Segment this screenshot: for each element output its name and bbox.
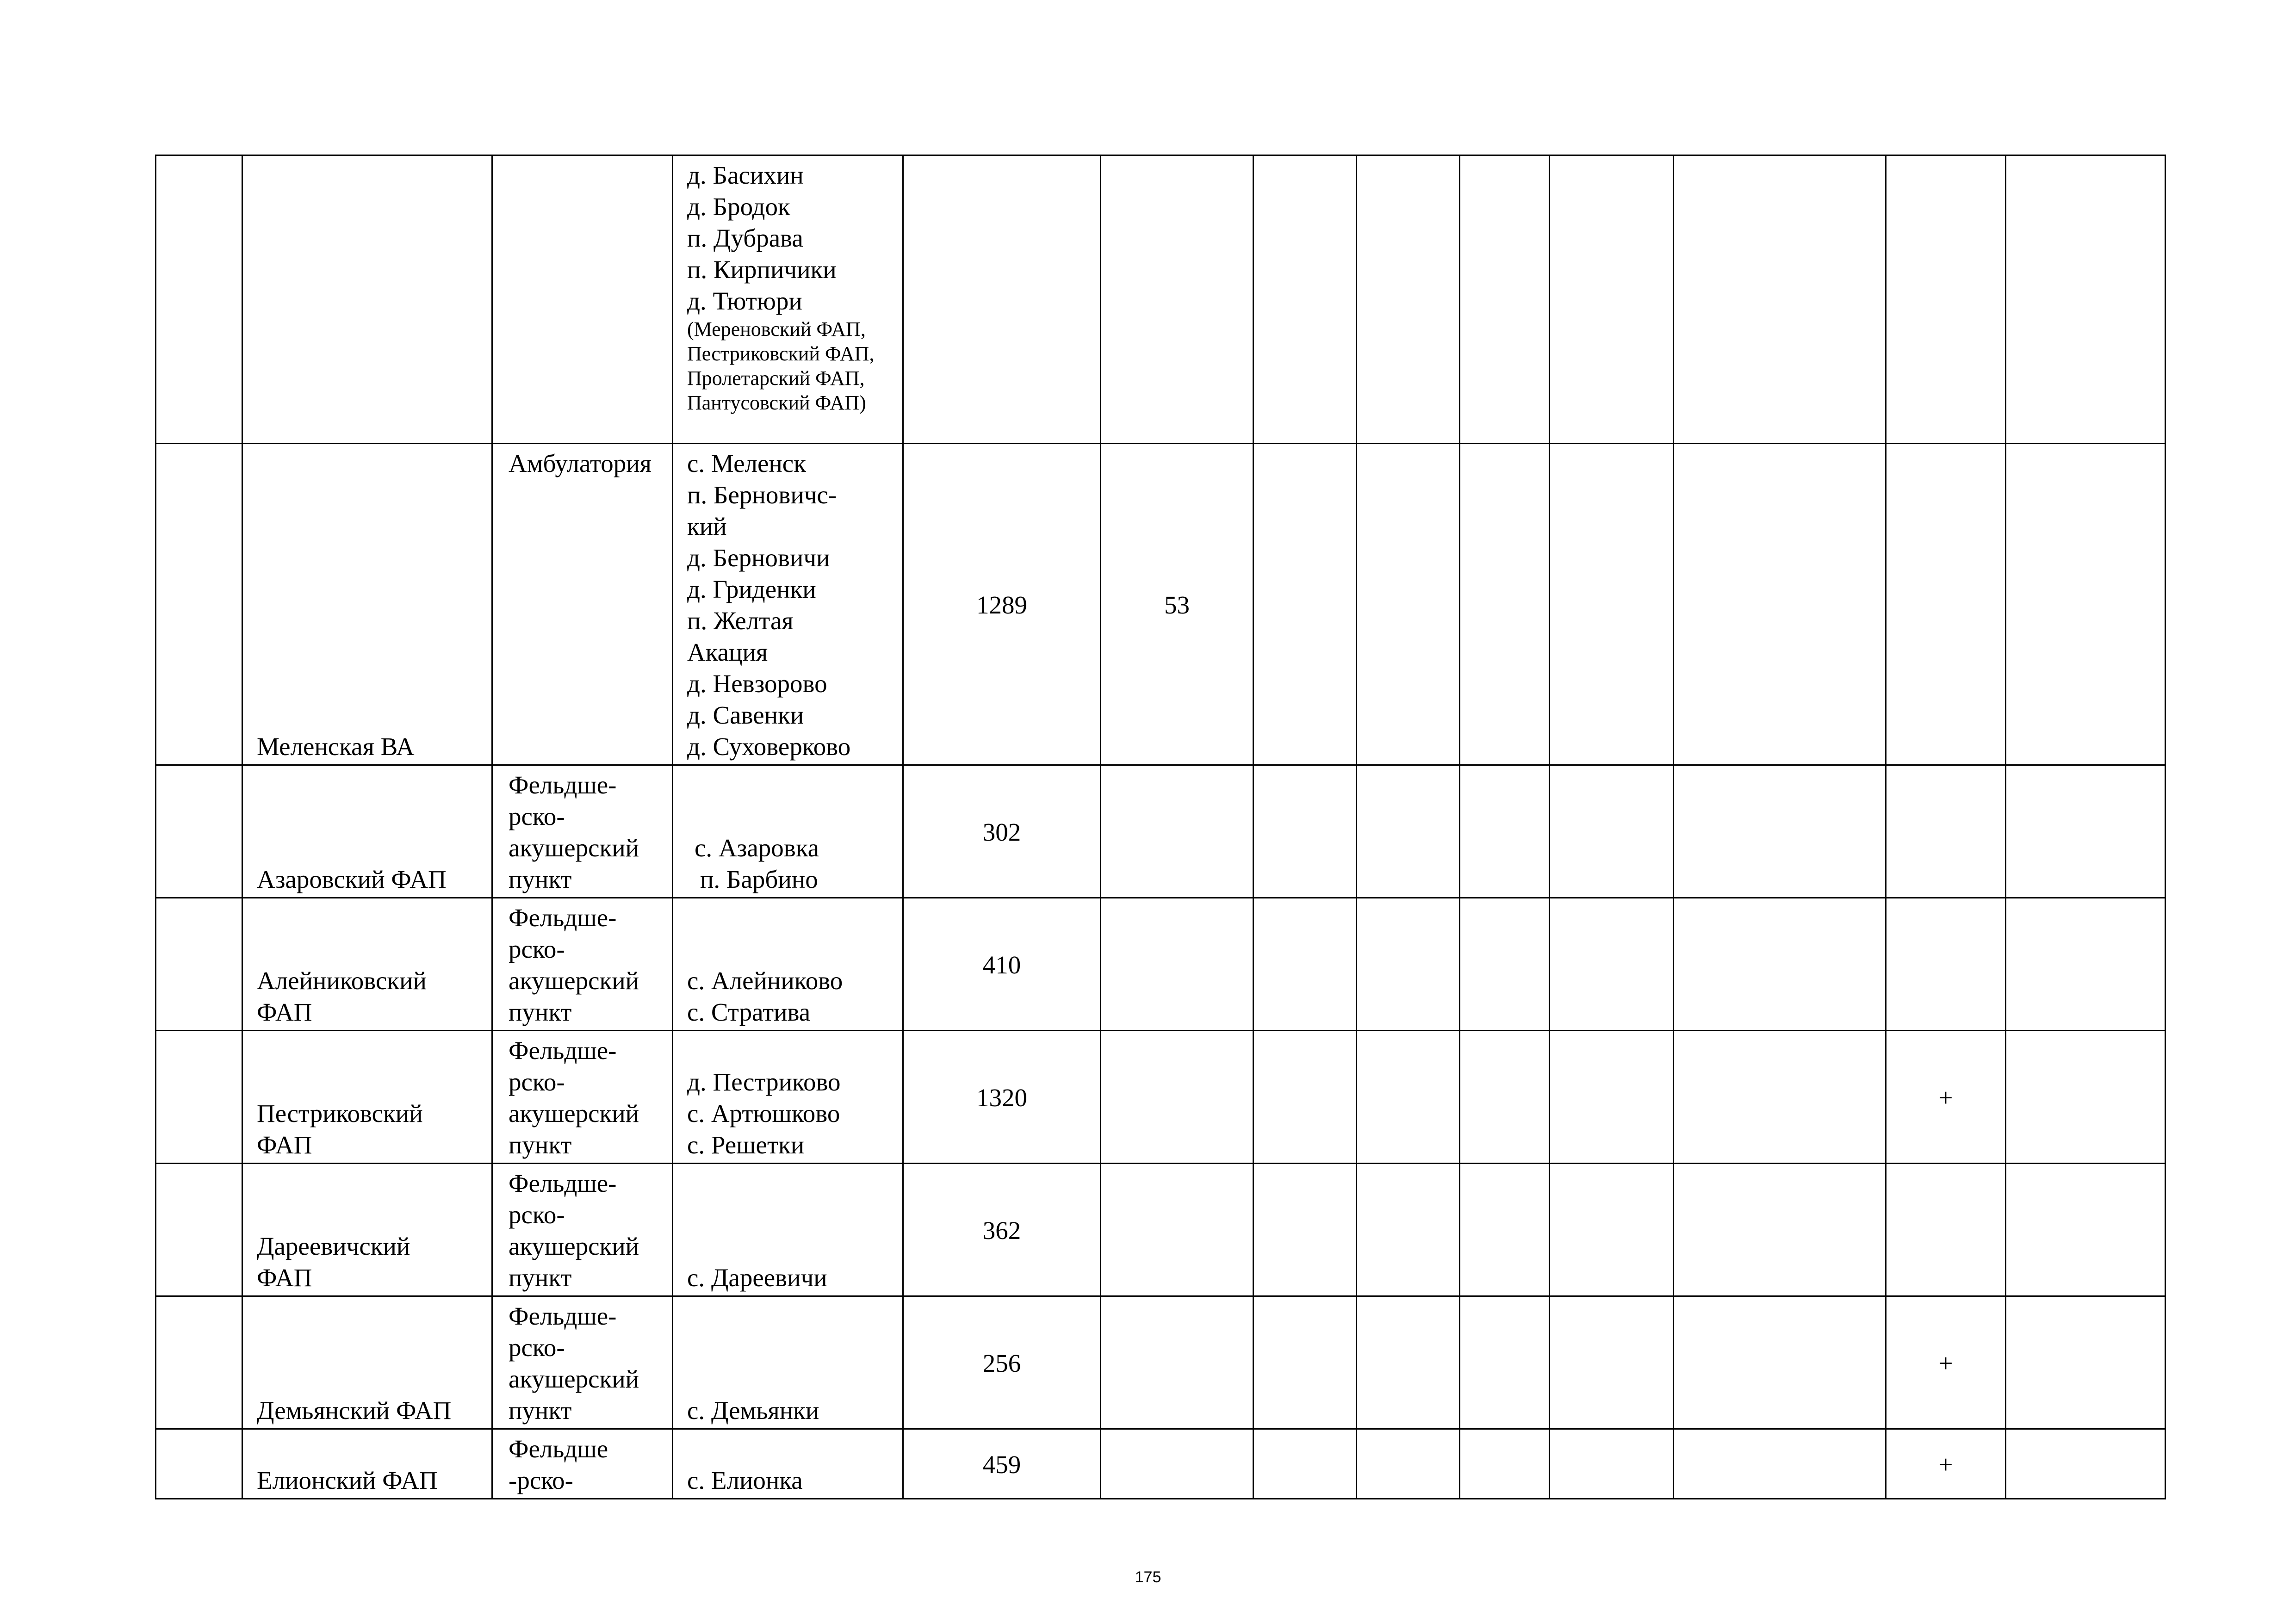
- empty-cell: [1674, 444, 1886, 765]
- table-row: [156, 1429, 2166, 1499]
- empty-cell: [1357, 1164, 1460, 1296]
- value-cell: [1101, 898, 1253, 1031]
- settlement: п. Берновичс-: [687, 481, 837, 509]
- settlement: д. Тютюри: [687, 287, 802, 315]
- empty-cell: [1253, 1429, 1357, 1499]
- empty-cell: [1253, 765, 1357, 898]
- empty-cell: [1460, 444, 1550, 765]
- facility-type: рско-: [509, 935, 565, 963]
- settlements-cell: [673, 1296, 903, 1429]
- row-number-cell: [156, 1296, 242, 1429]
- empty-cell: [1550, 444, 1674, 765]
- facility-name-cell: [242, 1429, 492, 1499]
- settlement: с. Решетки: [687, 1131, 805, 1159]
- facility-type: пункт: [509, 1264, 572, 1292]
- row-number-cell: [156, 1031, 242, 1164]
- settlement: д. Гриденки: [687, 575, 816, 603]
- empty-cell: [1550, 155, 1674, 444]
- row-number-cell: [156, 155, 242, 444]
- settlement: с. Дареевичи: [687, 1264, 827, 1292]
- mark-cell: [1886, 765, 2006, 898]
- facility-type: рско-: [509, 1068, 565, 1096]
- facility-type: рско-: [509, 1201, 565, 1229]
- mark-cell: [1886, 444, 2006, 765]
- row-number-cell: [156, 765, 242, 898]
- empty-cell: [1357, 1296, 1460, 1429]
- population-cell: 1289: [903, 444, 1101, 765]
- empty-cell: [1460, 1164, 1550, 1296]
- value-cell: [1101, 1031, 1253, 1164]
- empty-cell: [2006, 1296, 2166, 1429]
- settlement: с. Елионка: [687, 1466, 803, 1494]
- empty-cell: [1357, 898, 1460, 1031]
- settlement: д. Савенки: [687, 701, 804, 729]
- facility-type: пункт: [509, 998, 572, 1026]
- mark-cell: [1886, 1164, 2006, 1296]
- empty-cell: [1550, 765, 1674, 898]
- facility-name-cell: [242, 1031, 492, 1164]
- value-cell: 53: [1101, 444, 1253, 765]
- settlement: с. Азаровка: [695, 834, 819, 862]
- settlement: Акация: [687, 638, 768, 666]
- empty-cell: [2006, 765, 2166, 898]
- settlements-cell: [673, 155, 903, 444]
- facility-type: -рско-: [509, 1466, 573, 1494]
- empty-cell: [1253, 1031, 1357, 1164]
- mark-cell: [1886, 898, 2006, 1031]
- settlements-cell: [673, 765, 903, 898]
- facility-type-cell: [492, 155, 673, 444]
- settlement: д. Басихин: [687, 161, 804, 189]
- facility-type: акушерский: [509, 1232, 639, 1260]
- settlement: с. Стратива: [687, 998, 811, 1026]
- facility-type-cell: [492, 1296, 673, 1429]
- empty-cell: [2006, 898, 2166, 1031]
- empty-cell: [1550, 1429, 1674, 1499]
- empty-cell: [2006, 1429, 2166, 1499]
- facility-type: Фельдше-: [509, 904, 617, 932]
- facility-type: пункт: [509, 1131, 572, 1159]
- facility-type-cell: [492, 898, 673, 1031]
- population-cell: [903, 155, 1101, 444]
- value-cell: [1101, 155, 1253, 444]
- settlements-cell: [673, 444, 903, 765]
- page-number: 175: [1135, 1568, 1161, 1586]
- facility-type: акушерский: [509, 834, 639, 862]
- population-cell: 362: [903, 1164, 1101, 1296]
- settlement: д. Пестриково: [687, 1068, 841, 1096]
- settlement: п. Кирпичики: [687, 255, 837, 284]
- settlements-note: (Мереновский ФАП, Пестриковский ФАП, Пролетарский ФАП, Пантусовский ФАП): [687, 318, 875, 414]
- table-row: [156, 1031, 2166, 1164]
- facility-name: Пестриковский: [257, 1099, 423, 1127]
- empty-cell: [1674, 765, 1886, 898]
- empty-cell: [1253, 444, 1357, 765]
- facility-type-cell: [492, 444, 673, 765]
- empty-cell: [1357, 765, 1460, 898]
- empty-cell: [1674, 1429, 1886, 1499]
- empty-cell: [1674, 155, 1886, 444]
- empty-cell: [1253, 155, 1357, 444]
- settlement: с. Демьянки: [687, 1396, 819, 1425]
- empty-cell: [1550, 898, 1674, 1031]
- facility-name-cell: [242, 898, 492, 1031]
- population-cell: 410: [903, 898, 1101, 1031]
- settlement: с. Меленск: [687, 449, 806, 477]
- settlement: д. Суховерково: [687, 732, 851, 761]
- empty-cell: [1674, 1031, 1886, 1164]
- facility-type-cell: [492, 1429, 673, 1499]
- empty-cell: [1460, 155, 1550, 444]
- empty-cell: [1460, 898, 1550, 1031]
- facility-name: Дареевичский: [257, 1232, 410, 1260]
- table-row: [156, 765, 2166, 898]
- facility-name-cell: [242, 444, 492, 765]
- settlement: с. Алейниково: [687, 966, 843, 995]
- settlement: д. Невзорово: [687, 669, 827, 698]
- empty-cell: [1357, 444, 1460, 765]
- facility-name: Меленская ВА: [257, 732, 415, 761]
- empty-cell: [1460, 1031, 1550, 1164]
- empty-cell: [1460, 765, 1550, 898]
- facility-type-cell: [492, 765, 673, 898]
- facility-type: пункт: [509, 1396, 572, 1425]
- empty-cell: [1253, 1164, 1357, 1296]
- facility-type: Фельдше: [509, 1435, 608, 1463]
- empty-cell: [1253, 1296, 1357, 1429]
- settlements-table: [155, 155, 2166, 1499]
- facility-type: рско-: [509, 1333, 565, 1362]
- table-row: [156, 1164, 2166, 1296]
- facility-type-cell: [492, 1164, 673, 1296]
- facility-type: Фельдше-: [509, 1169, 617, 1197]
- facility-type-cell: [492, 1031, 673, 1164]
- facility-name: Демьянский ФАП: [257, 1396, 452, 1425]
- table-row: [156, 155, 2166, 444]
- empty-cell: [1357, 155, 1460, 444]
- facility-type: рско-: [509, 802, 565, 830]
- empty-cell: [1460, 1296, 1550, 1429]
- empty-cell: [1550, 1164, 1674, 1296]
- empty-cell: [1357, 1031, 1460, 1164]
- row-number-cell: [156, 898, 242, 1031]
- facility-name-cell: [242, 765, 492, 898]
- empty-cell: [2006, 1164, 2166, 1296]
- empty-cell: [1674, 1164, 1886, 1296]
- value-cell: [1101, 1429, 1253, 1499]
- facility-name-cell: [242, 155, 492, 444]
- population-cell: 302: [903, 765, 1101, 898]
- population-cell: 459: [903, 1429, 1101, 1499]
- value-cell: [1101, 1296, 1253, 1429]
- empty-cell: [1550, 1296, 1674, 1429]
- empty-cell: [1253, 898, 1357, 1031]
- table-row: [156, 444, 2166, 765]
- empty-cell: [1550, 1031, 1674, 1164]
- empty-cell: [1674, 1296, 1886, 1429]
- settlements-cell: [673, 1164, 903, 1296]
- settlement: д. Берновичи: [687, 544, 830, 572]
- value-cell: [1101, 765, 1253, 898]
- mark-cell: [1886, 155, 2006, 444]
- settlements-cell: [673, 1429, 903, 1499]
- facility-type: Амбулатория: [509, 449, 652, 477]
- row-number-cell: [156, 444, 242, 765]
- settlements-cell: [673, 1031, 903, 1164]
- facility-name: Елионский ФАП: [257, 1466, 438, 1494]
- facility-name: Алейниковский: [257, 966, 427, 995]
- facility-name-cell: [242, 1164, 492, 1296]
- empty-cell: [2006, 155, 2166, 444]
- empty-cell: [1357, 1429, 1460, 1499]
- settlement: п. Желтая: [687, 607, 794, 635]
- mark-cell: +: [1886, 1031, 2006, 1164]
- facility-name-cell: [242, 1296, 492, 1429]
- facility-name: ФАП: [257, 998, 312, 1026]
- settlement: д. Бродок: [687, 192, 790, 221]
- settlement: п. Барбино: [700, 865, 818, 893]
- table-row: [156, 1296, 2166, 1429]
- settlement: п. Дубрава: [687, 224, 803, 252]
- row-number-cell: [156, 1164, 242, 1296]
- empty-cell: [1460, 1429, 1550, 1499]
- facility-type: акушерский: [509, 1365, 639, 1393]
- facility-type: пункт: [509, 865, 572, 893]
- facility-type: Фельдше-: [509, 771, 617, 799]
- facility-type: акушерский: [509, 966, 639, 995]
- empty-cell: [2006, 1031, 2166, 1164]
- population-cell: 256: [903, 1296, 1101, 1429]
- population-cell: 1320: [903, 1031, 1101, 1164]
- empty-cell: [2006, 444, 2166, 765]
- facility-name: ФАП: [257, 1264, 312, 1292]
- facility-type: Фельдше-: [509, 1302, 617, 1330]
- value-cell: [1101, 1164, 1253, 1296]
- facility-name: ФАП: [257, 1131, 312, 1159]
- row-number-cell: [156, 1429, 242, 1499]
- mark-cell: +: [1886, 1429, 2006, 1499]
- settlements-cell: [673, 898, 903, 1031]
- settlement: с. Артюшково: [687, 1099, 840, 1127]
- facility-name: Азаровский ФАП: [257, 865, 447, 893]
- empty-cell: [1674, 898, 1886, 1031]
- table-row: [156, 898, 2166, 1031]
- facility-type: акушерский: [509, 1099, 639, 1127]
- facility-type: Фельдше-: [509, 1036, 617, 1065]
- mark-cell: +: [1886, 1296, 2006, 1429]
- settlement: кий: [687, 512, 727, 540]
